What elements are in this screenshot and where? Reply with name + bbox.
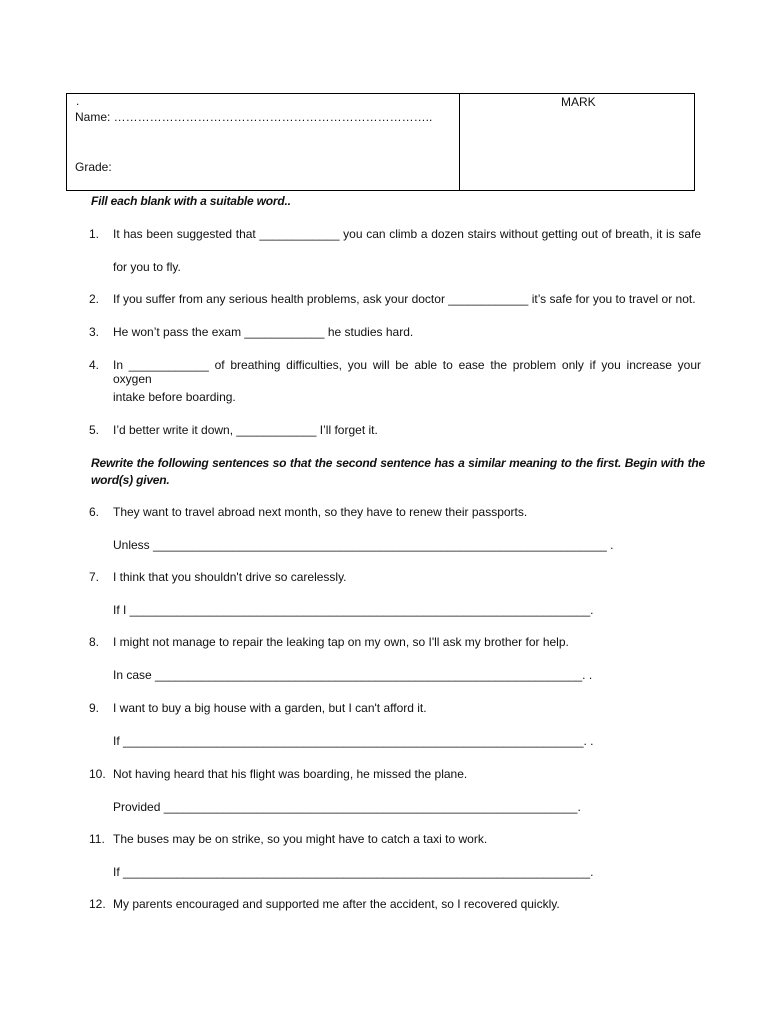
question-number: 10. bbox=[89, 767, 106, 781]
mark-cell bbox=[460, 94, 694, 190]
question-number: 2. bbox=[89, 292, 100, 306]
question-text: I think that you shouldn't drive so carelessly. bbox=[113, 570, 347, 584]
answer-line-10: Provided ______________________________________________________________. bbox=[113, 800, 581, 814]
question-text: He won’t pass the exam ____________ he studies hard. bbox=[113, 325, 414, 339]
question-text: The buses may be on strike, so you might have to catch a taxi to work. bbox=[113, 832, 488, 846]
answer-line-11: If ______________________________________________________________________. bbox=[113, 865, 594, 879]
answer-line-8: In case ________________________________________________________________. . bbox=[113, 668, 593, 682]
question-text: I’d better write it down, ____________ I’ll forget it. bbox=[113, 423, 378, 437]
answer-line-9: If _____________________________________________________________________. . bbox=[113, 734, 594, 748]
question-number: 9. bbox=[89, 701, 100, 715]
question-number: 8. bbox=[89, 635, 100, 649]
question-text: It has been suggested that ____________ you can climb a dozen stairs without getting out of breath, it is safe bbox=[113, 227, 701, 241]
question-text: I want to buy a big house with a garden, but I can't afford it. bbox=[113, 701, 427, 715]
answer-line-6: Unless ____________________________________________________________________ . bbox=[113, 538, 614, 552]
question-continuation: intake before boarding. bbox=[113, 390, 236, 404]
grade-field: Grade: bbox=[75, 160, 112, 174]
question-number: 7. bbox=[89, 570, 100, 584]
question-number: 6. bbox=[89, 505, 100, 519]
dot-mark: . bbox=[76, 94, 80, 108]
question-text: My parents encouraged and supported me after the accident, so I recovered quickly. bbox=[113, 897, 560, 911]
question-text: Not having heard that his flight was boarding, he missed the plane. bbox=[113, 767, 468, 781]
header-box bbox=[66, 93, 695, 191]
question-continuation: for you to fly. bbox=[113, 260, 181, 274]
section1-instruction: Fill each blank with a suitable word.. bbox=[91, 194, 291, 208]
question-text: In ____________ of breathing difficulties, you will be able to ease the problem only if you increase your oxygen bbox=[113, 358, 701, 386]
question-number: 3. bbox=[89, 325, 100, 339]
question-text: They want to travel abroad next month, so they have to renew their passports. bbox=[113, 505, 528, 519]
question-text: I might not manage to repair the leaking tap on my own, so I'll ask my brother for help. bbox=[113, 635, 569, 649]
question-number: 4. bbox=[89, 358, 100, 372]
student-info-cell bbox=[67, 94, 460, 190]
question-text: If you suffer from any serious health problems, ask your doctor ____________ it’s safe for you to travel or not. bbox=[113, 292, 696, 306]
mark-label: MARK bbox=[561, 95, 596, 109]
section2-instruction: Rewrite the following sentences so that the second sentence has a similar meaning to the first. Begin with the word(s) given. bbox=[91, 456, 705, 487]
question-number: 5. bbox=[89, 423, 100, 437]
name-field: Name: …………………………………………………………………….. bbox=[75, 110, 433, 124]
question-number: 12. bbox=[89, 897, 106, 911]
question-number: 1. bbox=[89, 227, 100, 241]
question-number: 11. bbox=[89, 832, 105, 846]
answer-line-7: If I _____________________________________________________________________. bbox=[113, 603, 594, 617]
